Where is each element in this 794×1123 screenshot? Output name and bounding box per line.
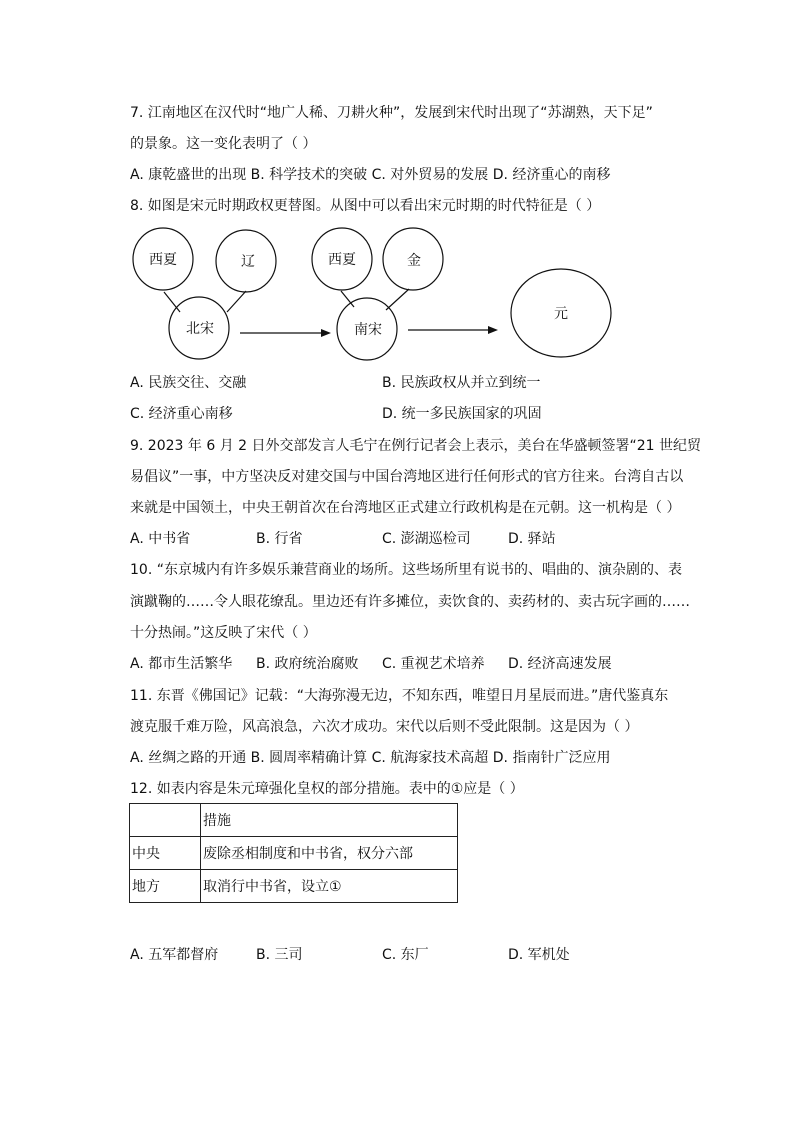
q9-option-d: D. 驿站 <box>508 531 556 547</box>
q12-option-b: B. 三司 <box>256 947 303 963</box>
q7-stem-line2: 的景象。这一变化表明了（ ） <box>130 136 317 152</box>
q9-option-b: B. 行省 <box>256 531 303 547</box>
q12-option-d: D. 军机处 <box>508 947 570 963</box>
table-header-cell <box>130 804 201 837</box>
q11-options: A. 丝绸之路的开通 B. 圆周率精确计算 C. 航海家技术高超 D. 指南针广泛应用 <box>130 750 611 766</box>
q11-stem-line1: 11. 东晋《佛国记》记载：“大海弥漫无边，不知东西，唯望日月星辰而进。”唐代鉴真东 <box>130 688 669 704</box>
measures-table <box>129 803 458 903</box>
q9-stem-line3: 来就是中国领土，中央王朝首次在台湾地区正式建立行政机构是在元朝。这一机构是（ ） <box>130 500 681 516</box>
liao-label: 辽 <box>241 254 255 270</box>
arrow-2-head <box>488 326 498 334</box>
table-row <box>130 837 458 870</box>
table-cell: 废除丞相制度和中书省，权分六部 <box>201 837 458 870</box>
q12-option-c: C. 东厂 <box>382 947 429 963</box>
q9-stem-line1: 9. 2023 年 6 月 2 日外交部发言人毛宁在例行记者会上表示，美台在华盛顿签署“21 世纪贸 <box>130 438 702 454</box>
yuan-label: 元 <box>554 306 568 322</box>
q10-stem-line3: 十分热闹。”这反映了宋代（ ） <box>130 625 317 641</box>
q10-stem-line1: 10. “东京城内有许多娱乐兼营商业的场所。这些场所里有说书的、唱曲的、演杂剧的、表 <box>130 562 682 578</box>
arrow-1-head <box>321 329 331 337</box>
q8-option-b: B. 民族政权从并立到统一 <box>382 375 541 391</box>
q9-option-c: C. 澎湖巡检司 <box>382 531 471 547</box>
q11-stem-line2: 渡克服千难万险，风高浪急，六次才成功。宋代以后则不受此限制。这是因为（ ） <box>130 719 639 735</box>
q7-stem-line1: 7. 江南地区在汉代时“地广人稀、刀耕火种”，发展到宋代时出现了“苏湖熟，天下足” <box>130 105 653 121</box>
jin-label: 金 <box>407 253 421 269</box>
regime-change-diagram <box>0 222 794 372</box>
q9-option-a: A. 中书省 <box>130 531 191 547</box>
q10-stem-line2: 演蹴鞠的……令人眼花缭乱。里边还有许多摊位，卖饮食的、卖药材的、卖古玩字画的…… <box>130 594 690 610</box>
table-row <box>130 870 458 903</box>
table-header-cell: 措施 <box>201 804 458 837</box>
q7-options: A. 康乾盛世的出现 B. 科学技术的突破 C. 对外贸易的发展 D. 经济重心的南移 <box>130 167 611 183</box>
q8-option-d: D. 统一多民族国家的巩固 <box>382 406 542 422</box>
q8-stem: 8. 如图是宋元时期政权更替图。从图中可以看出宋元时期的时代特征是（ ） <box>130 198 601 214</box>
q12-stem: 12. 如表内容是朱元璋强化皇权的部分措施。表中的①应是（ ） <box>130 781 524 797</box>
q8-option-c: C. 经济重心南移 <box>130 406 233 422</box>
table-cell: 取消行中书省，设立① <box>201 870 458 903</box>
q10-option-b: B. 政府统治腐败 <box>256 656 359 672</box>
q12-option-a: A. 五军都督府 <box>130 947 219 963</box>
q10-option-c: C. 重视艺术培养 <box>382 656 485 672</box>
q10-option-d: D. 经济高速发展 <box>508 656 612 672</box>
q8-option-a: A. 民族交往、交融 <box>130 375 247 391</box>
table-header-row <box>130 804 458 837</box>
xixia2-label: 西夏 <box>328 252 356 268</box>
nansong-label: 南宋 <box>354 322 382 338</box>
q9-stem-line2: 易倡议”一事，中方坚决反对建交国与中国台湾地区进行任何形式的官方往来。台湾自古以 <box>130 469 684 485</box>
table-cell: 中央 <box>130 837 201 870</box>
q10-option-a: A. 都市生活繁华 <box>130 656 233 672</box>
xixia1-label: 西夏 <box>149 252 177 268</box>
beisong-label: 北宋 <box>186 321 214 337</box>
table-cell: 地方 <box>130 870 201 903</box>
